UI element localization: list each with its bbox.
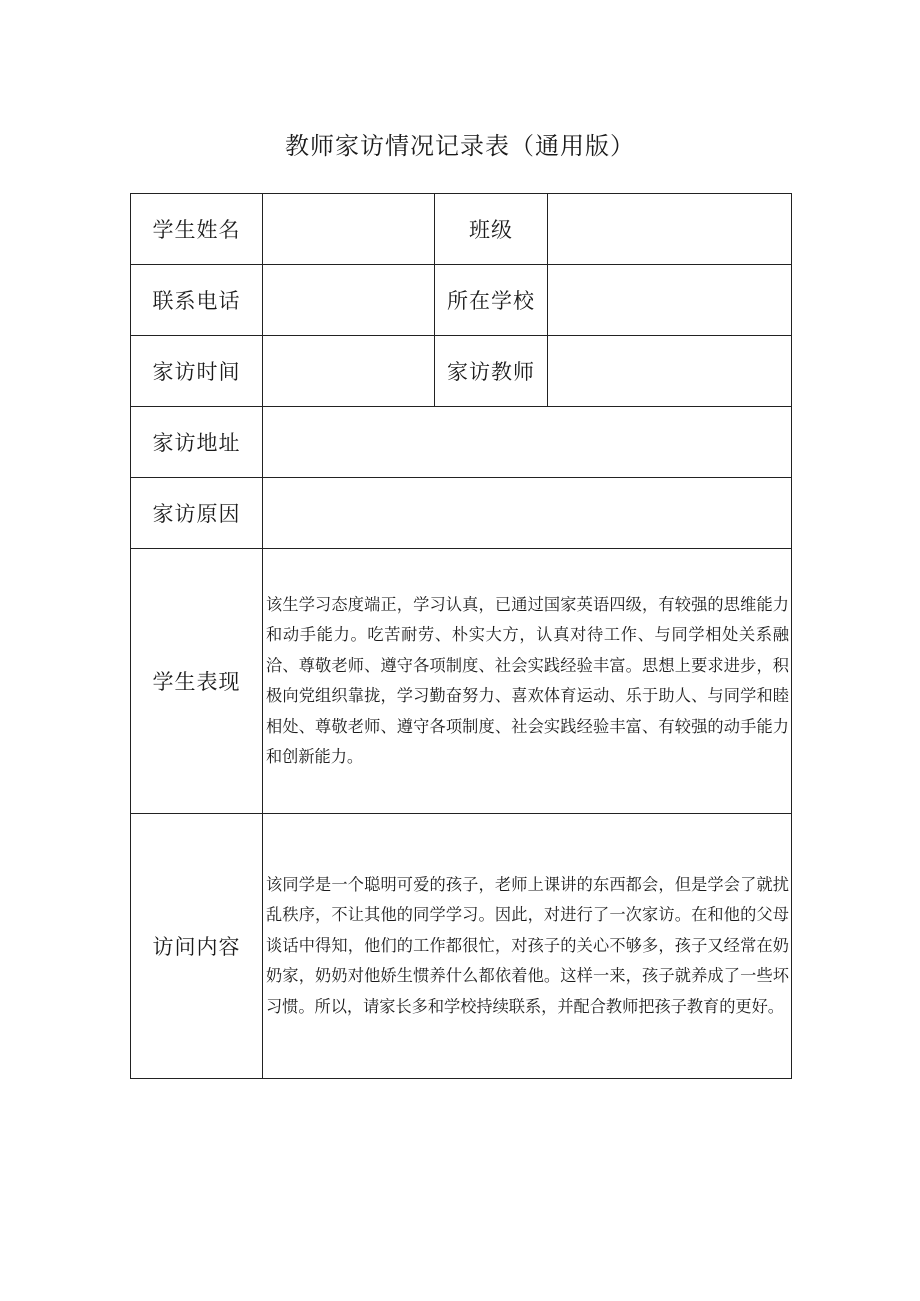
performance-label: 学生表现	[131, 549, 263, 814]
row-student-name-class	[131, 194, 792, 265]
row-visit-reason	[131, 478, 792, 549]
school-label: 所在学校	[435, 265, 548, 336]
row-visit-time-teacher	[131, 336, 792, 407]
home-visit-record-table	[130, 193, 792, 1079]
visit-address-label: 家访地址	[131, 407, 263, 478]
visit-address-field[interactable]	[263, 407, 792, 478]
visit-time-field[interactable]	[263, 336, 435, 407]
phone-label: 联系电话	[131, 265, 263, 336]
school-field[interactable]	[548, 265, 792, 336]
page-title: 教师家访情况记录表（通用版）	[285, 132, 635, 160]
performance-text: 该生学习态度端正，学习认真，已通过国家英语四级，有较强的思维能力和动手能力。吃苦耐劳、朴实大方，认真对待工作、与同学相处关系融洽、尊敬老师、遵守各项制度、社会实践经验丰富。思想上要求进步，积极向党组织靠拢，学习勤奋努力、喜欢体育运动、乐于助人、与同学和睦相处、尊敬老师、遵守各项制度、社会实践经验丰富、有较强的动手能力和创新能力。	[263, 549, 792, 814]
row-visit-content	[131, 814, 792, 1079]
phone-field[interactable]	[263, 265, 435, 336]
row-student-performance	[131, 549, 792, 814]
visit-teacher-label: 家访教师	[435, 336, 548, 407]
class-label: 班级	[435, 194, 548, 265]
class-field[interactable]	[548, 194, 792, 265]
visit-content-text: 该同学是一个聪明可爱的孩子，老师上课讲的东西都会，但是学会了就扰乱秩序，不让其他的同学学习。因此，对进行了一次家访。在和他的父母谈话中得知，他们的工作都很忙，对孩子的关心不够多，孩子又经常在奶奶家，奶奶对他娇生惯养什么都依着他。这样一来，孩子就养成了一些坏习惯。所以，请家长多和学校持续联系，并配合教师把孩子教育的更好。	[263, 814, 792, 1079]
row-visit-address	[131, 407, 792, 478]
visit-content-label: 访问内容	[131, 814, 263, 1079]
student-name-field[interactable]	[263, 194, 435, 265]
visit-time-label: 家访时间	[131, 336, 263, 407]
student-name-label: 学生姓名	[131, 194, 263, 265]
row-phone-school	[131, 265, 792, 336]
visit-reason-field[interactable]	[263, 478, 792, 549]
visit-teacher-field[interactable]	[548, 336, 792, 407]
visit-reason-label: 家访原因	[131, 478, 263, 549]
